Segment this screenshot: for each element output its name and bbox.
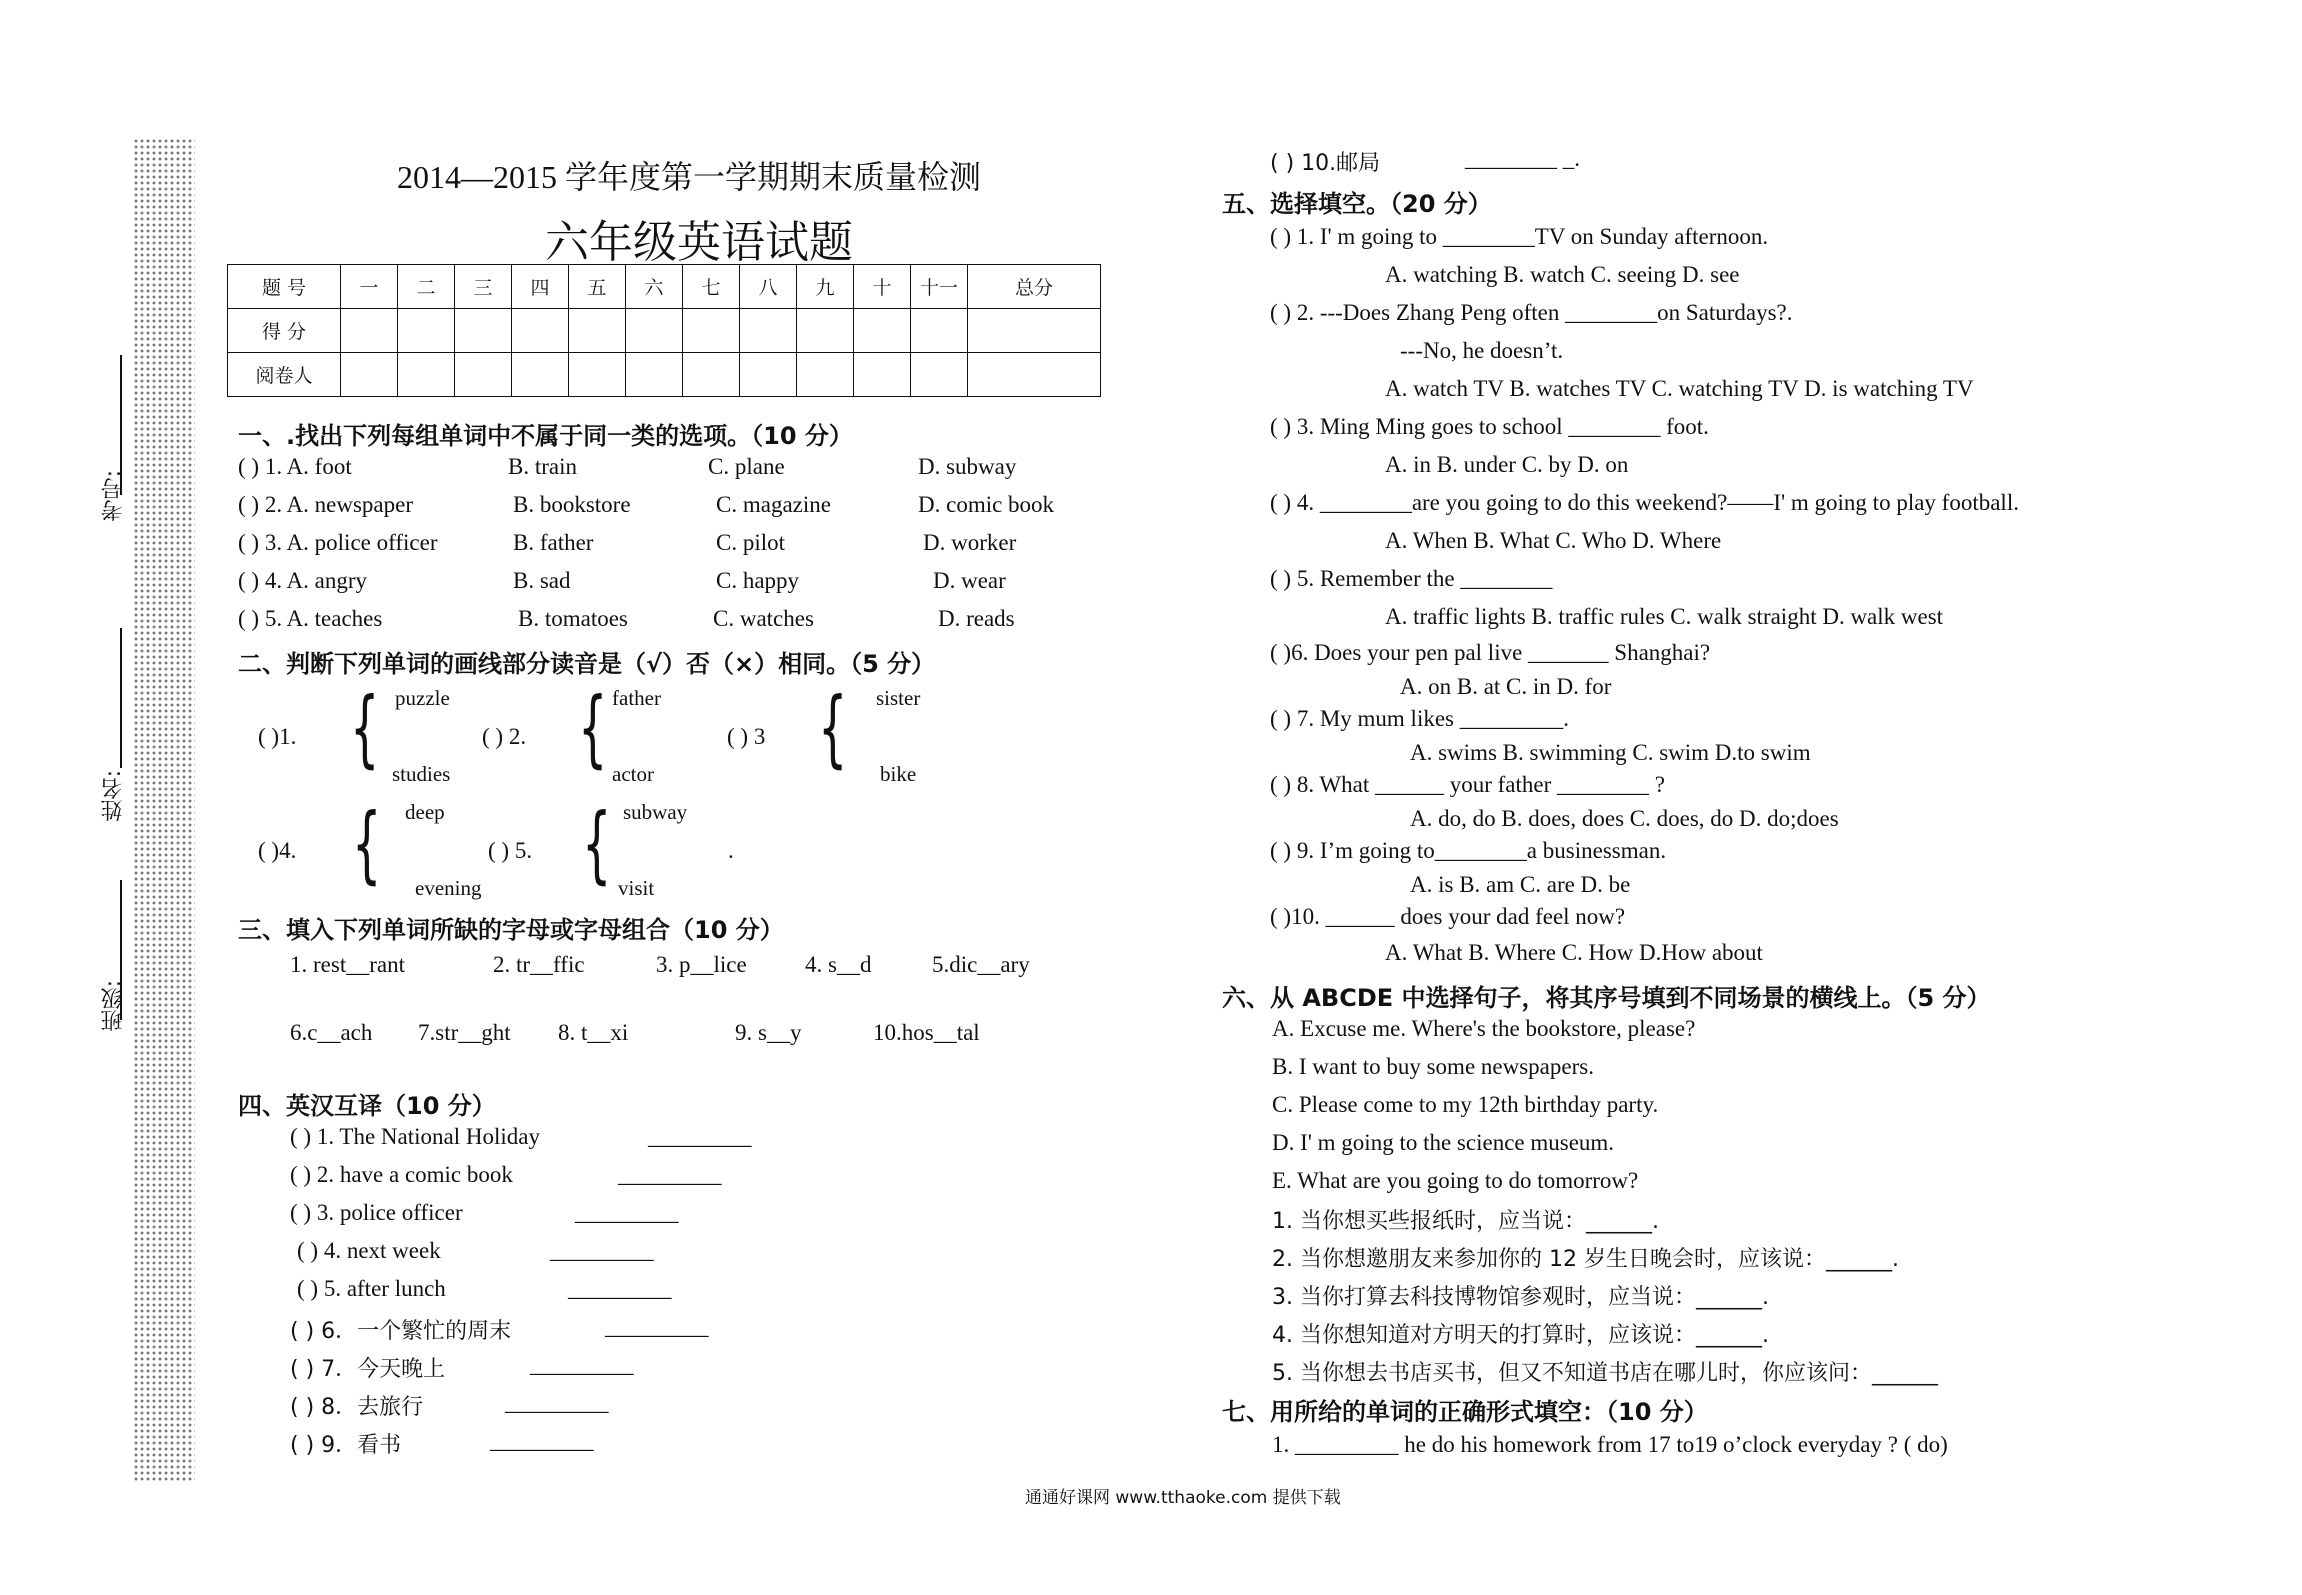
section3-heading: 三、填入下列单词所缺的字母或字母组合（10 分） xyxy=(238,916,784,944)
option-d: D. worker xyxy=(923,530,1017,555)
score-cell[interactable] xyxy=(398,309,455,353)
answer-blank[interactable]: _________ xyxy=(505,1390,609,1415)
item-number: ( )4. xyxy=(258,838,297,863)
score-cell[interactable] xyxy=(797,309,854,353)
fill-item: 10.hos__tal xyxy=(873,1020,980,1045)
score-cell[interactable] xyxy=(854,309,911,353)
word-top: puzzle xyxy=(395,686,450,710)
translate-item: ( ) 9．看书 xyxy=(290,1433,402,1458)
translate-item: ( ) 5. after lunch xyxy=(297,1276,446,1301)
score-table xyxy=(227,264,1101,397)
answer-blank[interactable]: _________ xyxy=(648,1124,752,1149)
options-line: A. watching B. watch C. seeing D. see xyxy=(1385,262,1740,287)
row-label: 题 号 xyxy=(228,265,341,309)
grader-cell[interactable] xyxy=(341,353,398,397)
fill-item: 9. s__y xyxy=(735,1020,802,1045)
scenario-question: 1. 当你想买些报纸时，应当说：______. xyxy=(1272,1209,1659,1234)
section7-heading: 七、用所给的单词的正确形式填空：（10 分） xyxy=(1222,1398,1708,1426)
question-line: ( ) 2. ---Does Zhang Peng often ________on Saturdays?. xyxy=(1270,300,1793,325)
sentence-option: A. Excuse me. Where's the bookstore, please? xyxy=(1272,1016,1696,1041)
answer-blank[interactable]: _________ xyxy=(618,1162,722,1187)
option-c: C. pilot xyxy=(716,530,786,555)
sentence-option: D. I' m going to the science museum. xyxy=(1272,1130,1615,1155)
fill-item: 8. t__xi xyxy=(558,1020,629,1045)
score-cell[interactable] xyxy=(683,309,740,353)
option-d: D. reads xyxy=(938,606,1015,631)
option-c: C. watches xyxy=(713,606,814,631)
word-bottom: actor xyxy=(612,762,654,786)
row-label: 阅卷人 xyxy=(228,353,341,397)
brace: { xyxy=(582,795,612,893)
fill-item: 1. rest__rant xyxy=(290,952,405,977)
options-line: A. on B. at C. in D. for xyxy=(1400,674,1612,699)
exam-no-label: 考号: xyxy=(101,470,126,522)
question-line: ( ) 1. I' m going to ________TV on Sunday afternoon. xyxy=(1270,224,1769,249)
word-bottom: evening xyxy=(415,876,482,900)
translate-item: ( ) 10.邮局 xyxy=(1270,151,1381,176)
answer-blank[interactable]: ________ _. xyxy=(1465,146,1580,171)
question-line: ( ) 8. What ______ your father ________ ? xyxy=(1270,772,1665,797)
col-header: 十一 xyxy=(911,265,968,309)
sentence-option: B. I want to buy some newspapers. xyxy=(1272,1054,1594,1079)
answer-blank[interactable]: _________ xyxy=(568,1276,672,1301)
brace: { xyxy=(350,679,380,777)
question-line: 1. _________ he do his homework from 17 to19 o’clock everyday ? ( do) xyxy=(1272,1432,1948,1457)
grader-cell[interactable] xyxy=(740,353,797,397)
col-header: 六 xyxy=(626,265,683,309)
word-top: father xyxy=(612,686,661,710)
options-line: A. swims B. swimming C. swim D.to swim xyxy=(1410,740,1811,765)
row-label: 得 分 xyxy=(228,309,341,353)
scenario-question: 3. 当你打算去科技博物馆参观时，应当说：______. xyxy=(1272,1285,1769,1310)
scenario-question: 4. 当你想知道对方明天的打算时，应该说：______. xyxy=(1272,1323,1769,1348)
section2-heading: 二、判断下列单词的画线部分读音是（√）否（×）相同。（5 分） xyxy=(238,650,936,678)
grader-cell[interactable] xyxy=(569,353,626,397)
fill-item: 6.c__ach xyxy=(290,1020,373,1045)
brace: { xyxy=(818,679,848,777)
translate-item: ( ) 3. police officer xyxy=(290,1200,463,1225)
translate-item: ( ) 8．去旅行 xyxy=(290,1395,424,1420)
score-cell[interactable] xyxy=(740,309,797,353)
answer-blank[interactable]: _________ xyxy=(490,1428,594,1453)
question-prompt: ( ) 1. A. foot xyxy=(238,454,352,479)
option-d: D. wear xyxy=(933,568,1006,593)
question-line: ( ) 5. Remember the ________ xyxy=(1270,566,1553,591)
question-line: ( ) 7. My mum likes _________. xyxy=(1270,706,1569,731)
option-b: B. father xyxy=(513,530,594,555)
grader-cell[interactable] xyxy=(797,353,854,397)
item-number: ( ) 3 xyxy=(727,724,766,749)
item-number: ( ) 5. xyxy=(488,838,533,863)
section4-heading: 四、英汉互译（10 分） xyxy=(238,1092,496,1120)
translate-item: ( ) 1. The National Holiday xyxy=(290,1124,540,1149)
col-header: 十 xyxy=(854,265,911,309)
question-prompt: ( ) 2. A. newspaper xyxy=(238,492,414,517)
question-line: ( )10. ______ does your dad feel now? xyxy=(1270,904,1626,929)
options-line: A. do, do B. does, does C. does, do D. do;does xyxy=(1410,806,1839,831)
item-number: ( )1. xyxy=(258,724,297,749)
col-header: 三 xyxy=(455,265,512,309)
score-cell[interactable] xyxy=(341,309,398,353)
trailing-dot: . xyxy=(728,838,734,863)
question-line: ( ) 4. ________are you going to do this weekend?——I' m going to play football. xyxy=(1270,490,2019,515)
translate-item: ( ) 4. next week xyxy=(297,1238,441,1263)
score-cell[interactable] xyxy=(512,309,569,353)
brace: { xyxy=(352,795,382,893)
fill-item: 3. p__lice xyxy=(656,952,747,977)
option-b: B. sad xyxy=(513,568,571,593)
option-d: D. subway xyxy=(918,454,1017,479)
question-line: ( )6. Does your pen pal live _______ Shanghai? xyxy=(1270,640,1711,665)
answer-blank[interactable]: _________ xyxy=(575,1200,679,1225)
options-line: A. When B. What C. Who D. Where xyxy=(1385,528,1722,553)
score-cell[interactable] xyxy=(911,309,968,353)
word-top: sister xyxy=(876,686,921,710)
fill-item: 5.dic__ary xyxy=(932,952,1030,977)
options-line: A. in B. under C. by D. on xyxy=(1385,452,1629,477)
option-c: C. magazine xyxy=(716,492,831,517)
score-cell[interactable] xyxy=(569,309,626,353)
translate-item: ( ) 2. have a comic book xyxy=(290,1162,513,1187)
question-prompt: ( ) 3. A. police officer xyxy=(238,530,438,555)
options-line: A. watch TV B. watches TV C. watching TV D. is watching TV xyxy=(1385,376,1974,401)
col-header: 一 xyxy=(341,265,398,309)
option-d: D. comic book xyxy=(918,492,1055,517)
word-top: deep xyxy=(405,800,445,824)
page-title: 六年级英语试题 xyxy=(545,217,853,268)
option-c: C. happy xyxy=(716,568,800,593)
col-header: 七 xyxy=(683,265,740,309)
translate-item: ( ) 7．今天晚上 xyxy=(290,1357,446,1382)
grader-cell[interactable] xyxy=(911,353,968,397)
section5-heading: 五、选择填空。（20 分） xyxy=(1222,190,1492,218)
option-b: B. bookstore xyxy=(513,492,631,517)
question-prompt: ( ) 4. A. angry xyxy=(238,568,368,593)
answer-line: ---No, he doesn’t. xyxy=(1400,338,1564,363)
word-top: subway xyxy=(623,800,688,824)
option-b: B. train xyxy=(508,454,577,479)
col-header: 二 xyxy=(398,265,455,309)
word-bottom: visit xyxy=(618,876,655,900)
grader-cell[interactable] xyxy=(854,353,911,397)
question-prompt: ( ) 5. A. teaches xyxy=(238,606,383,631)
grader-cell[interactable] xyxy=(398,353,455,397)
exam-year-line: 2014—2015 学年度第一学期期末质量检测 xyxy=(397,159,982,195)
fill-item: 7.str__ght xyxy=(418,1020,511,1045)
section6-heading: 六、从 ABCDE 中选择句子，将其序号填到不同场景的横线上。（5 分） xyxy=(1222,984,1991,1012)
fill-item: 4. s__d xyxy=(805,952,872,977)
answer-blank[interactable]: _________ xyxy=(530,1352,634,1377)
fill-item: 2. tr__ffic xyxy=(493,952,585,977)
option-b: B. tomatoes xyxy=(518,606,628,631)
options-line: A. is B. am C. are D. be xyxy=(1410,872,1631,897)
col-header: 八 xyxy=(740,265,797,309)
grader-cell[interactable] xyxy=(626,353,683,397)
question-line: ( ) 9. I’m going to________a businessman. xyxy=(1270,838,1667,863)
grader-cell[interactable] xyxy=(455,353,512,397)
options-line: A. traffic lights B. traffic rules C. walk straight D. walk west xyxy=(1385,604,1944,629)
question-line: ( ) 3. Ming Ming goes to school ________ foot. xyxy=(1270,414,1709,439)
col-header: 五 xyxy=(569,265,626,309)
answer-blank[interactable]: _________ xyxy=(550,1238,654,1263)
grader-cell[interactable] xyxy=(512,353,569,397)
col-header: 九 xyxy=(797,265,854,309)
sentence-option: C. Please come to my 12th birthday party. xyxy=(1272,1092,1659,1117)
word-bottom: bike xyxy=(880,762,917,786)
score-cell[interactable] xyxy=(455,309,512,353)
grader-cell[interactable] xyxy=(683,353,740,397)
footer-source: 通通好课网 www.tthaoke.com 提供下载 xyxy=(1025,1488,1341,1508)
col-header: 四 xyxy=(512,265,569,309)
word-bottom: studies xyxy=(392,762,451,786)
binding-dot-strip xyxy=(133,138,195,1483)
name-line xyxy=(120,628,122,768)
col-header: 总分 xyxy=(968,265,1101,309)
answer-blank[interactable]: _________ xyxy=(605,1314,709,1339)
scenario-question: 5. 当你想去书店买书，但又不知道书店在哪儿时，你应该问：______ xyxy=(1272,1361,1938,1386)
option-c: C. plane xyxy=(708,454,785,479)
scenario-question: 2. 当你想邀朋友来参加你的 12 岁生日晚会时，应该说：______. xyxy=(1272,1247,1899,1272)
name-label: 姓名: xyxy=(101,770,126,822)
options-line: A. What B. Where C. How D.How about xyxy=(1385,940,1763,965)
brace: { xyxy=(578,679,608,777)
item-number: ( ) 2. xyxy=(482,724,527,749)
class-label: 班级: xyxy=(101,980,126,1032)
score-cell[interactable] xyxy=(968,309,1101,353)
translate-item: ( ) 6．一个繁忙的周末 xyxy=(290,1319,512,1344)
section1-heading: 一、.找出下列每组单词中不属于同一类的选项。（10 分） xyxy=(238,422,853,450)
score-cell[interactable] xyxy=(626,309,683,353)
grader-cell[interactable] xyxy=(968,353,1101,397)
sentence-option: E. What are you going to do tomorrow? xyxy=(1272,1168,1639,1193)
